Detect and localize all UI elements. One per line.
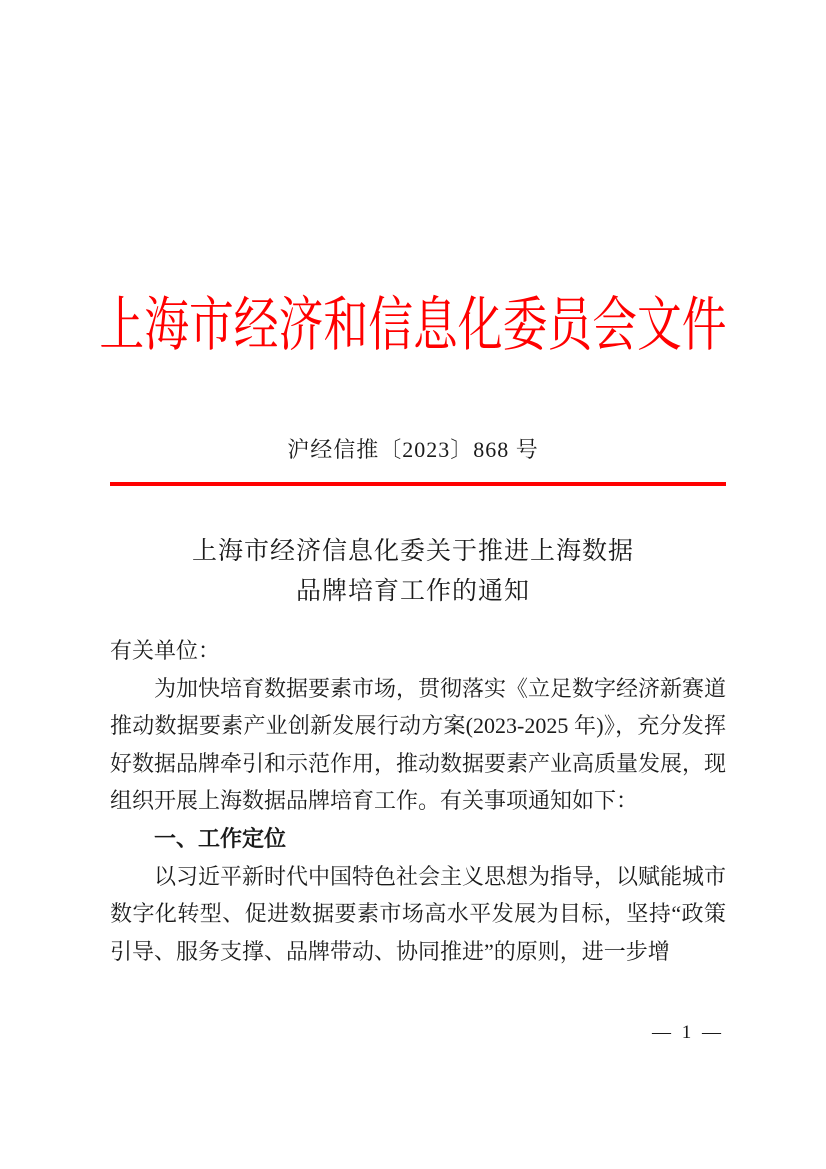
red-divider-line bbox=[110, 482, 726, 486]
document-title-line1: 上海市经济信息化委关于推进上海数据 bbox=[191, 538, 634, 565]
body-paragraph: 有关单位： bbox=[110, 638, 221, 663]
document-body bbox=[110, 632, 749, 970]
body-paragraph: 以习近平新时代中国特色社会主义思想为指导，以赋能城市数字化转型、促进数据要素市场高水平发展为目标，坚持“政策引导、服务支撑、品牌带动、协同推进”的原则，进一步增 bbox=[110, 863, 727, 964]
page-number: — 1 — bbox=[652, 1022, 724, 1043]
document-title bbox=[0, 532, 826, 612]
document-header-title: 上海市经济和信息化委员会文件 bbox=[99, 292, 727, 359]
document-number: 沪经信推〔2023〕868 号 bbox=[287, 437, 539, 462]
section-heading: 一、工作定位 bbox=[154, 825, 287, 851]
body-paragraph: 为加快培育数据要素市场，贯彻落实《立足数字经济新赛道 推动数据要素产业创新发展行动方案(2023-2025 年)》，充分发挥好数据品牌牵引和示范作用，推动数据要素产业高质量发展，现组织开展上海数据品牌培育工作。有关事项通知如下： bbox=[110, 675, 749, 814]
document-title-line2: 品牌培育工作的通知 bbox=[295, 578, 530, 605]
